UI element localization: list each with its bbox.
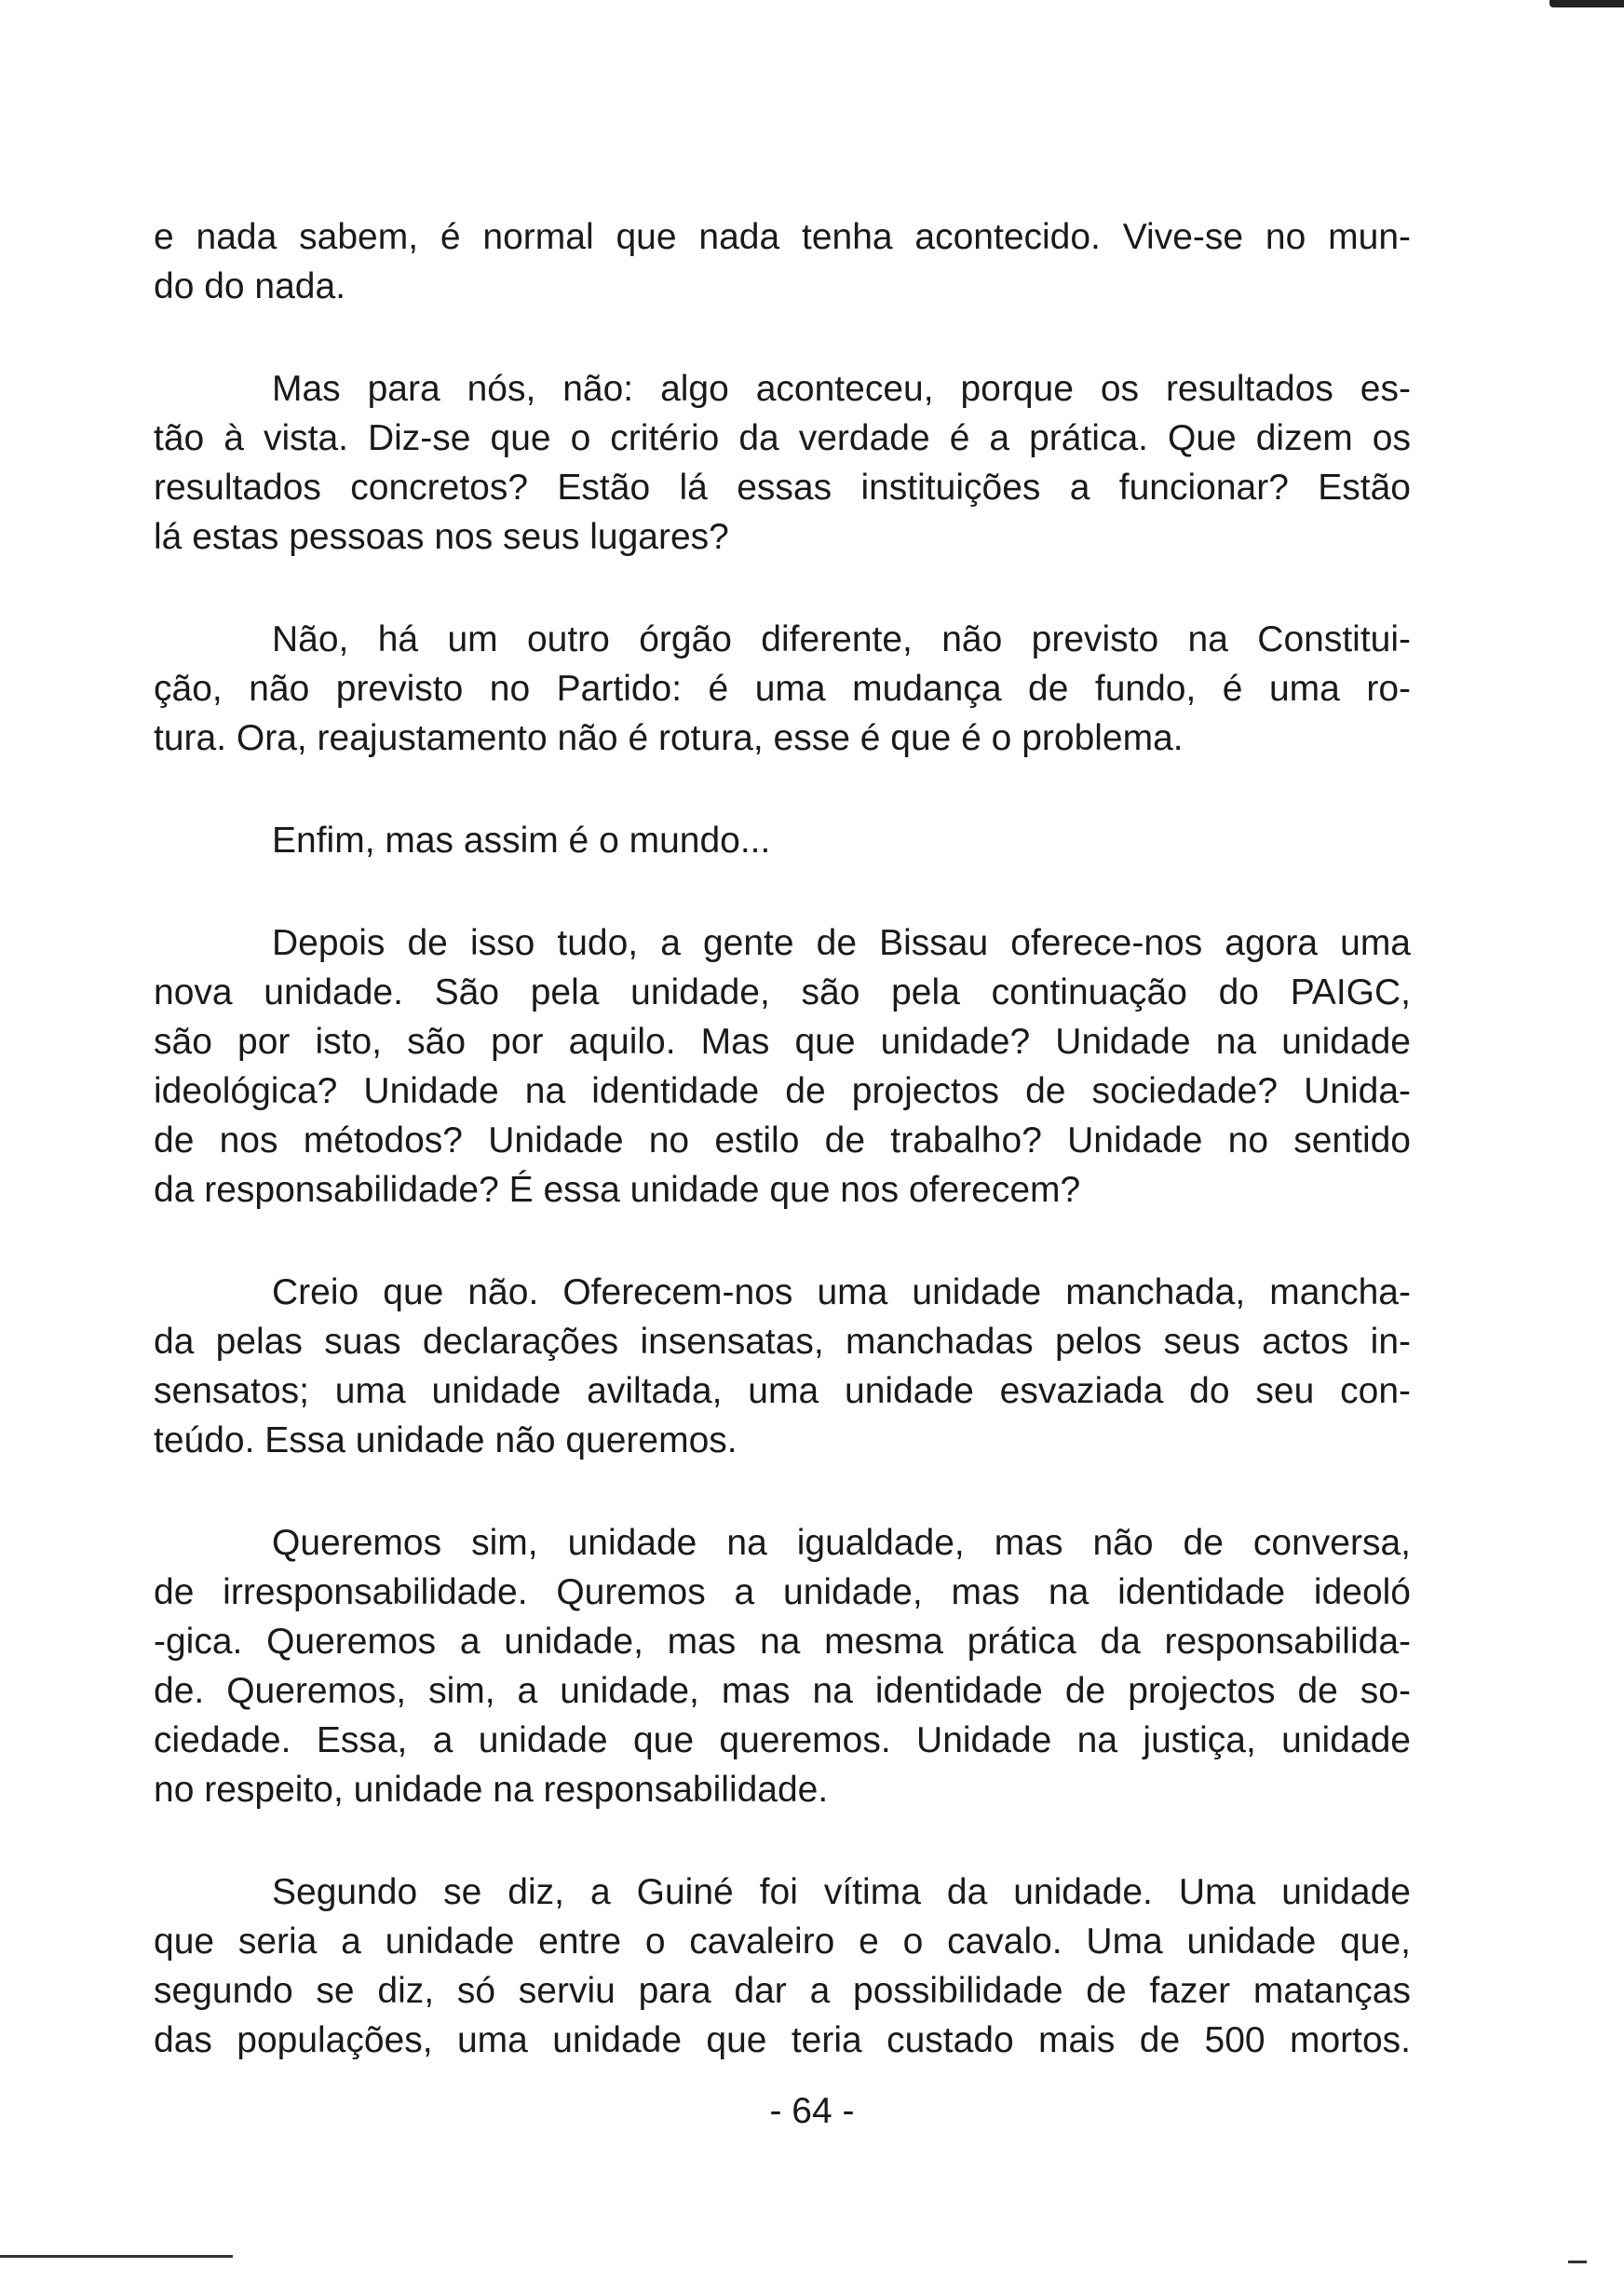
text-line: Creio que não. Oferecem-nos uma unidade manchada, mancha- xyxy=(272,1272,1411,1312)
text-line: e nada sabem, é normal que nada tenha acontecido. Vive-se no mun- xyxy=(154,217,1411,257)
text-line: lá estas pessoas nos seus lugares? xyxy=(154,517,729,557)
paragraph-8 xyxy=(154,1867,1411,2065)
text-line: Enfim, mas assim é o mundo... xyxy=(272,821,771,861)
text-line: são por isto, são por aquilo. Mas que unidade? Unidade na unidade xyxy=(154,1022,1411,1062)
paragraph-1 xyxy=(154,212,1411,311)
paragraph-3 xyxy=(154,615,1411,763)
text-line: no respeito, unidade na responsabilidade. xyxy=(154,1770,829,1810)
scan-bottom-rule xyxy=(0,2255,233,2258)
text-line: teúdo. Essa unidade não queremos. xyxy=(154,1420,738,1460)
text-line: Segundo se diz, a Guiné foi vítima da unidade. Uma unidade xyxy=(272,1872,1411,1912)
text-line: ideológica? Unidade na identidade de projectos de sociedade? Unida- xyxy=(154,1071,1411,1111)
text-line: das populações, uma unidade que teria custado mais de 500 mortos. xyxy=(154,2020,1411,2060)
text-line: ção, não previsto no Partido: é uma mudança de fundo, é uma ro- xyxy=(154,669,1411,709)
paragraph-7 xyxy=(154,1518,1411,1814)
text-line: de irresponsabilidade. Quremos a unidade, mas na identidade ideoló xyxy=(154,1572,1411,1612)
text-line: tão à vista. Diz-se que o critério da verdade é a prática. Que dizem os xyxy=(154,418,1411,458)
text-line: de nos métodos? Unidade no estilo de trabalho? Unidade no sentido xyxy=(154,1120,1411,1161)
page-number: - 64 - xyxy=(769,2091,855,2131)
text-line: da responsabilidade? É essa unidade que nos oferecem? xyxy=(154,1170,1081,1210)
text-line: resultados concretos? Estão lá essas instituições a funcionar? Estão xyxy=(154,468,1411,508)
text-line: ciedade. Essa, a unidade que queremos. Unidade na justiça, unidade xyxy=(154,1720,1411,1760)
text-line: tura. Ora, reajustamento não é rotura, esse é que é o problema. xyxy=(154,718,1184,758)
text-line: do do nada. xyxy=(154,266,346,306)
text-line: Não, há um outro órgão diferente, não previsto na Constitui- xyxy=(272,619,1411,659)
text-line: sensatos; uma unidade aviltada, uma unidade esvaziada do seu con- xyxy=(154,1371,1411,1411)
text-line: da pelas suas declarações insensatas, manchadas pelos seus actos in- xyxy=(154,1322,1411,1362)
paragraph-6 xyxy=(154,1268,1411,1465)
text-line: -gica. Queremos a unidade, mas na mesma prática da responsabilida- xyxy=(154,1622,1411,1662)
paragraph-4 xyxy=(154,816,1411,865)
text-line: Queremos sim, unidade na igualdade, mas não de conversa, xyxy=(272,1523,1411,1563)
paragraph-2 xyxy=(154,364,1411,562)
body-text xyxy=(154,212,1411,2118)
text-line: nova unidade. São pela unidade, são pela continuação do PAIGC, xyxy=(154,972,1411,1012)
scan-corner-mark xyxy=(1550,0,1624,7)
text-line: Depois de isso tudo, a gente de Bissau oferece-nos agora uma xyxy=(272,923,1411,963)
paragraph-5 xyxy=(154,918,1411,1215)
text-line: que seria a unidade entre o cavaleiro e o cavalo. Uma unidade que, xyxy=(154,1922,1411,1962)
text-line: segundo se diz, só serviu para dar a possibilidade de fazer matanças xyxy=(154,1971,1411,2011)
scan-bottom-mark xyxy=(1568,2261,1587,2263)
text-line: Mas para nós, não: algo aconteceu, porque os resultados es- xyxy=(272,369,1411,409)
text-line: de. Queremos, sim, a unidade, mas na identidade de projectos de so- xyxy=(154,1671,1411,1711)
